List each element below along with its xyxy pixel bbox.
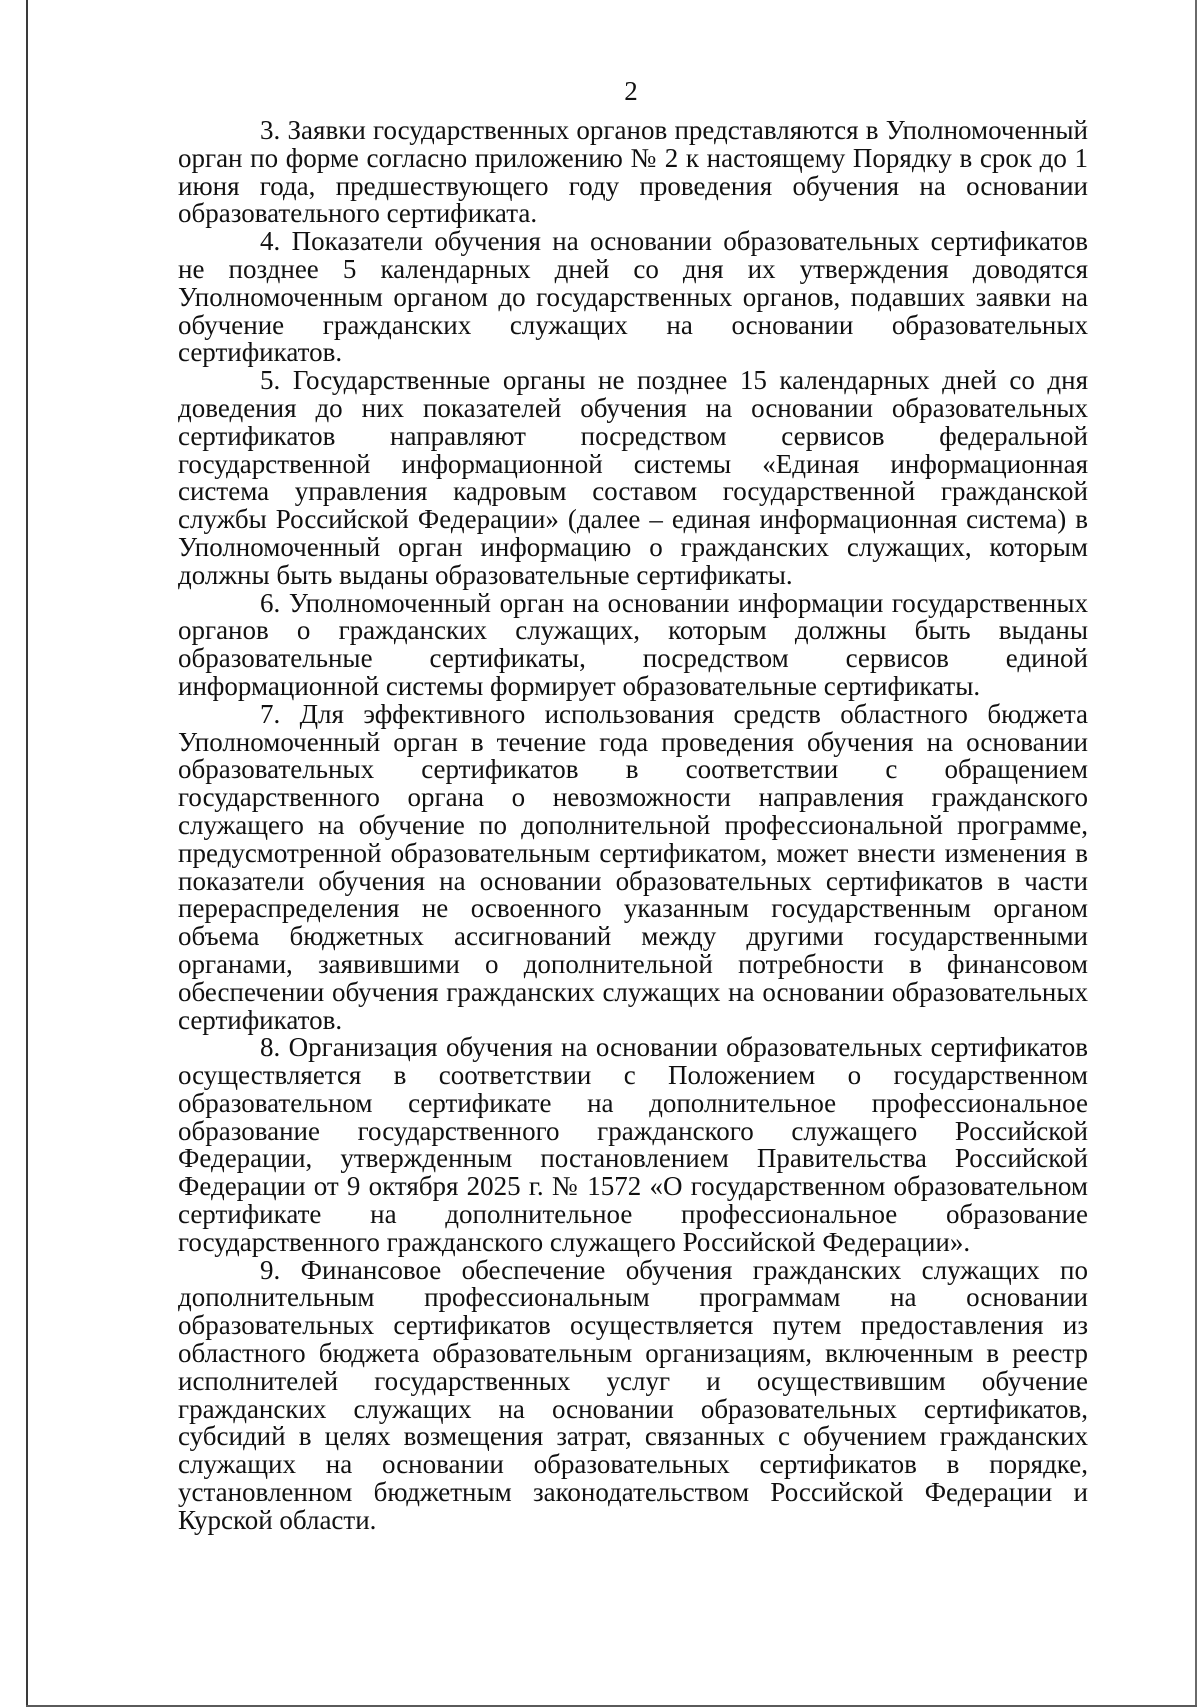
paragraph-8: 8. Организация обучения на основании образовательных сертификатов осуществляется в соответствии с Положением о государственном образовательном сертификате на дополнительное профессиональное образование государственного гражданского служащего Российской Федерации, утвержденным постановлением Правительства Российской Федерации от 9 октября 2025 г. № 1572 «О государственном образовательном сертификате на дополнительное профессиональное образование государственного гражданского служащего Российской Федерации». [178, 1032, 1088, 1257]
paragraph-4: 4. Показатели обучения на основании образовательных сертификатов не позднее 5 календарных дней со дня их утверждения доводятся Уполномоченным органом до государственных органов, подавших заявки на обучение гражданских служащих на основании образовательных сертификатов. [178, 226, 1088, 368]
paragraph-6: 6. Уполномоченный орган на основании информации государственных органов о гражданских служащих, которым должны быть выданы образовательные сертификаты, посредством сервисов единой информационной системы формирует образовательные сертификаты. [178, 587, 1088, 701]
scan-left-edge [26, 0, 28, 1707]
paragraph-3: 3. Заявки государственных органов представляются в Уполномоченный орган по форме согласно приложению № 2 к настоящему Порядку в срок до 1 июня года, предшествующего году проведения обучения на основании образовательного сертификата. [178, 115, 1088, 229]
page-number: 2 [624, 76, 638, 106]
scan-right-edge [1195, 0, 1197, 1707]
paragraph-5: 5. Государственные органы не позднее 15 календарных дней со дня доведения до них показателей обучения на основании образовательных сертификатов направляют посредством сервисов федеральной государственной информационной системы «Единая информационная система управления кадровым составом государственной гражданской службы Российской Федерации» (далее – единая информационная система) в Уполномоченный орган информацию о гражданских служащих, которым должны быть выданы образовательные сертификаты. [178, 365, 1088, 590]
paragraph-7: 7. Для эффективного использования средств областного бюджета Уполномоченный орган в течение года проведения обучения на основании образовательных сертификатов в соответствии с обращением государственного органа о невозможности направления гражданского служащего на обучение по дополнительной профессиональной программе, предусмотренной образовательным сертификатом, может внести изменения в показатели обучения на основании образовательных сертификатов в части перераспределения не освоенного указанным государственным органом объема бюджетных ассигнований между другими государственными органами, заявившими о дополнительной потребности в финансовом обеспечении обучения гражданских служащих на основании образовательных сертификатов. [178, 698, 1088, 1035]
document-body [178, 117, 1088, 1535]
paragraph-9: 9. Финансовое обеспечение обучения гражданских служащих по дополнительным профессиональным программам на основании образовательных сертификатов осуществляется путем предоставления из областного бюджета образовательным организациям, включенным в реестр исполнителей государственных услуг и осуществившим обучение гражданских служащих на основании образовательных сертификатов, субсидий в целях возмещения затрат, связанных с обучением гражданских служащих на основании образовательных сертификатов в порядке, установленном бюджетным законодательством Российской Федерации и Курской области. [178, 1254, 1088, 1535]
